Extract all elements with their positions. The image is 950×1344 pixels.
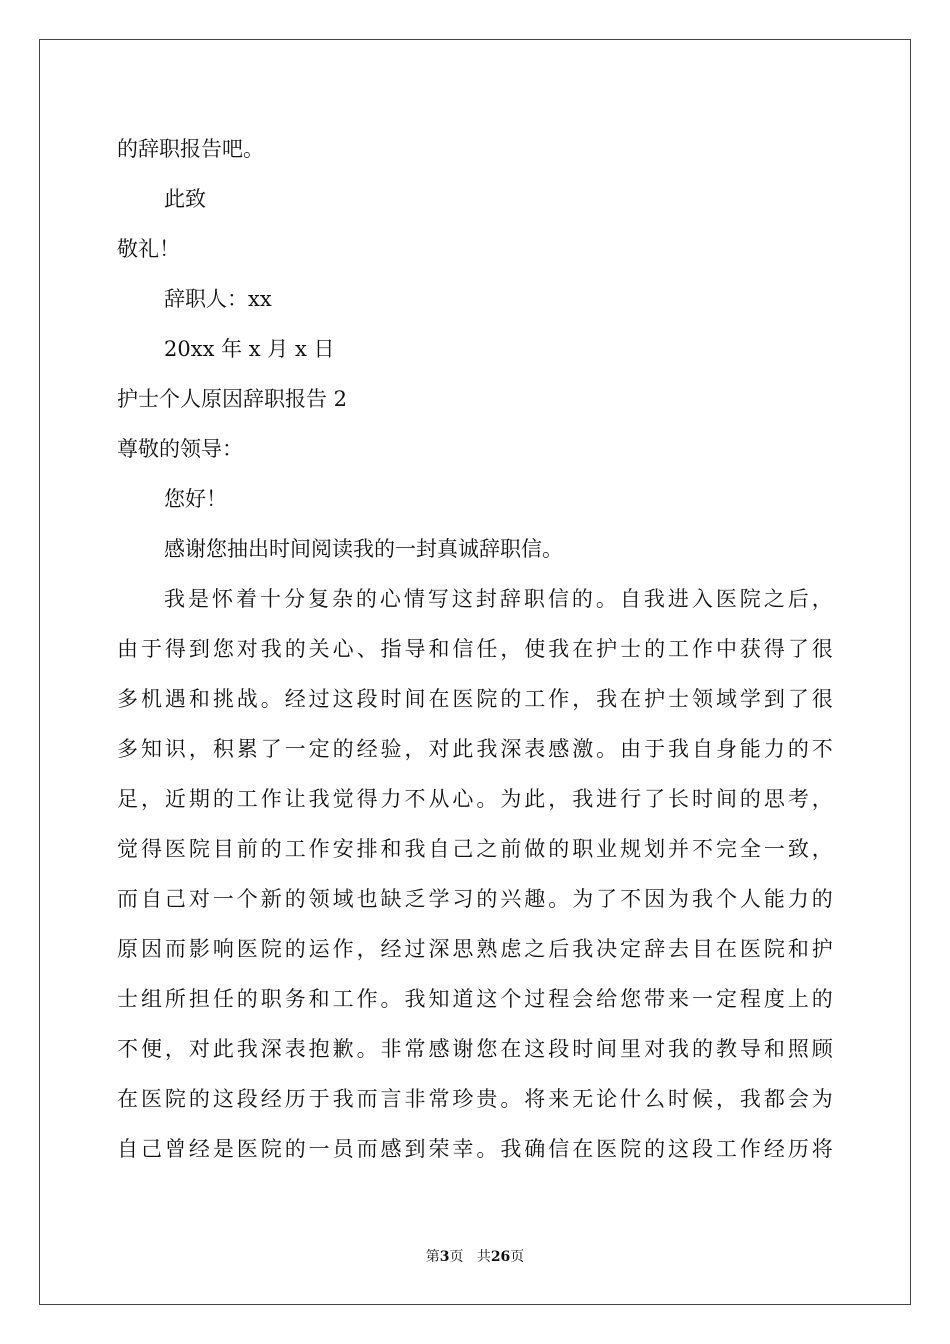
paragraph-line: 不便，对此我深表抱歉。非常感谢您在这段时间里对我的教导和照顾 <box>117 1037 833 1061</box>
paragraph-line: 由于得到您对我的关心、指导和信任，使我在护士的工作中获得了很 <box>117 637 833 661</box>
paragraph-line: 在医院的这段经历于我而言非常珍贵。将来无论什么时候，我都会为 <box>117 1087 833 1111</box>
greeting: 您好！ <box>164 487 227 511</box>
text-line: 感谢您抽出时间阅读我的一封真诚辞职信。 <box>164 537 563 561</box>
page-number: 3 <box>439 1249 450 1265</box>
paragraph-line: 觉得医院目前的工作安排和我自己之前做的职业规划并不完全一致， <box>117 837 833 861</box>
document-body <box>117 124 833 1174</box>
text-line: 20xx 年 x 月 x 日 <box>164 337 335 361</box>
paragraph-line: 士组所担任的职务和工作。我知道这个过程会给您带来一定程度上的 <box>117 987 833 1011</box>
page-footer <box>0 1248 950 1266</box>
paragraph-line: 多机遇和挑战。经过这段时间在医院的工作，我在护士领域学到了很 <box>117 687 833 711</box>
text-line: 的辞职报告吧。 <box>117 137 264 161</box>
paragraph-line: 足，近期的工作让我觉得力不从心。为此，我进行了长时间的思考， <box>117 787 833 811</box>
page-prefix: 第 <box>425 1249 440 1265</box>
paragraph-line: 自己曾经是医院的一员而感到荣幸。我确信在医院的这段工作经历将 <box>117 1137 833 1161</box>
total-suffix: 页 <box>510 1249 525 1265</box>
total-pages: 26 <box>490 1249 511 1265</box>
paragraph-line: 多知识，积累了一定的经验，对此我深表感激。由于我自身能力的不 <box>117 737 833 761</box>
paragraph-line: 原因而影响医院的运作，经过深思熟虑之后我决定辞去目在医院和护 <box>117 937 833 961</box>
page-suffix: 页 <box>449 1249 464 1265</box>
total-prefix: 共 <box>476 1249 491 1265</box>
text-line: 辞职人：xx <box>164 287 272 311</box>
section-heading: 护士个人原因辞职报告 2 <box>117 387 348 411</box>
paragraph-line: 我是怀着十分复杂的心情写这封辞职信的。自我进入医院之后， <box>164 587 833 611</box>
text-line: 此致 <box>164 187 206 211</box>
text-line: 敬礼！ <box>117 237 180 261</box>
salutation: 尊敬的领导： <box>117 437 243 461</box>
paragraph-line: 而自己对一个新的领域也缺乏学习的兴趣。为了不因为我个人能力的 <box>117 887 833 911</box>
